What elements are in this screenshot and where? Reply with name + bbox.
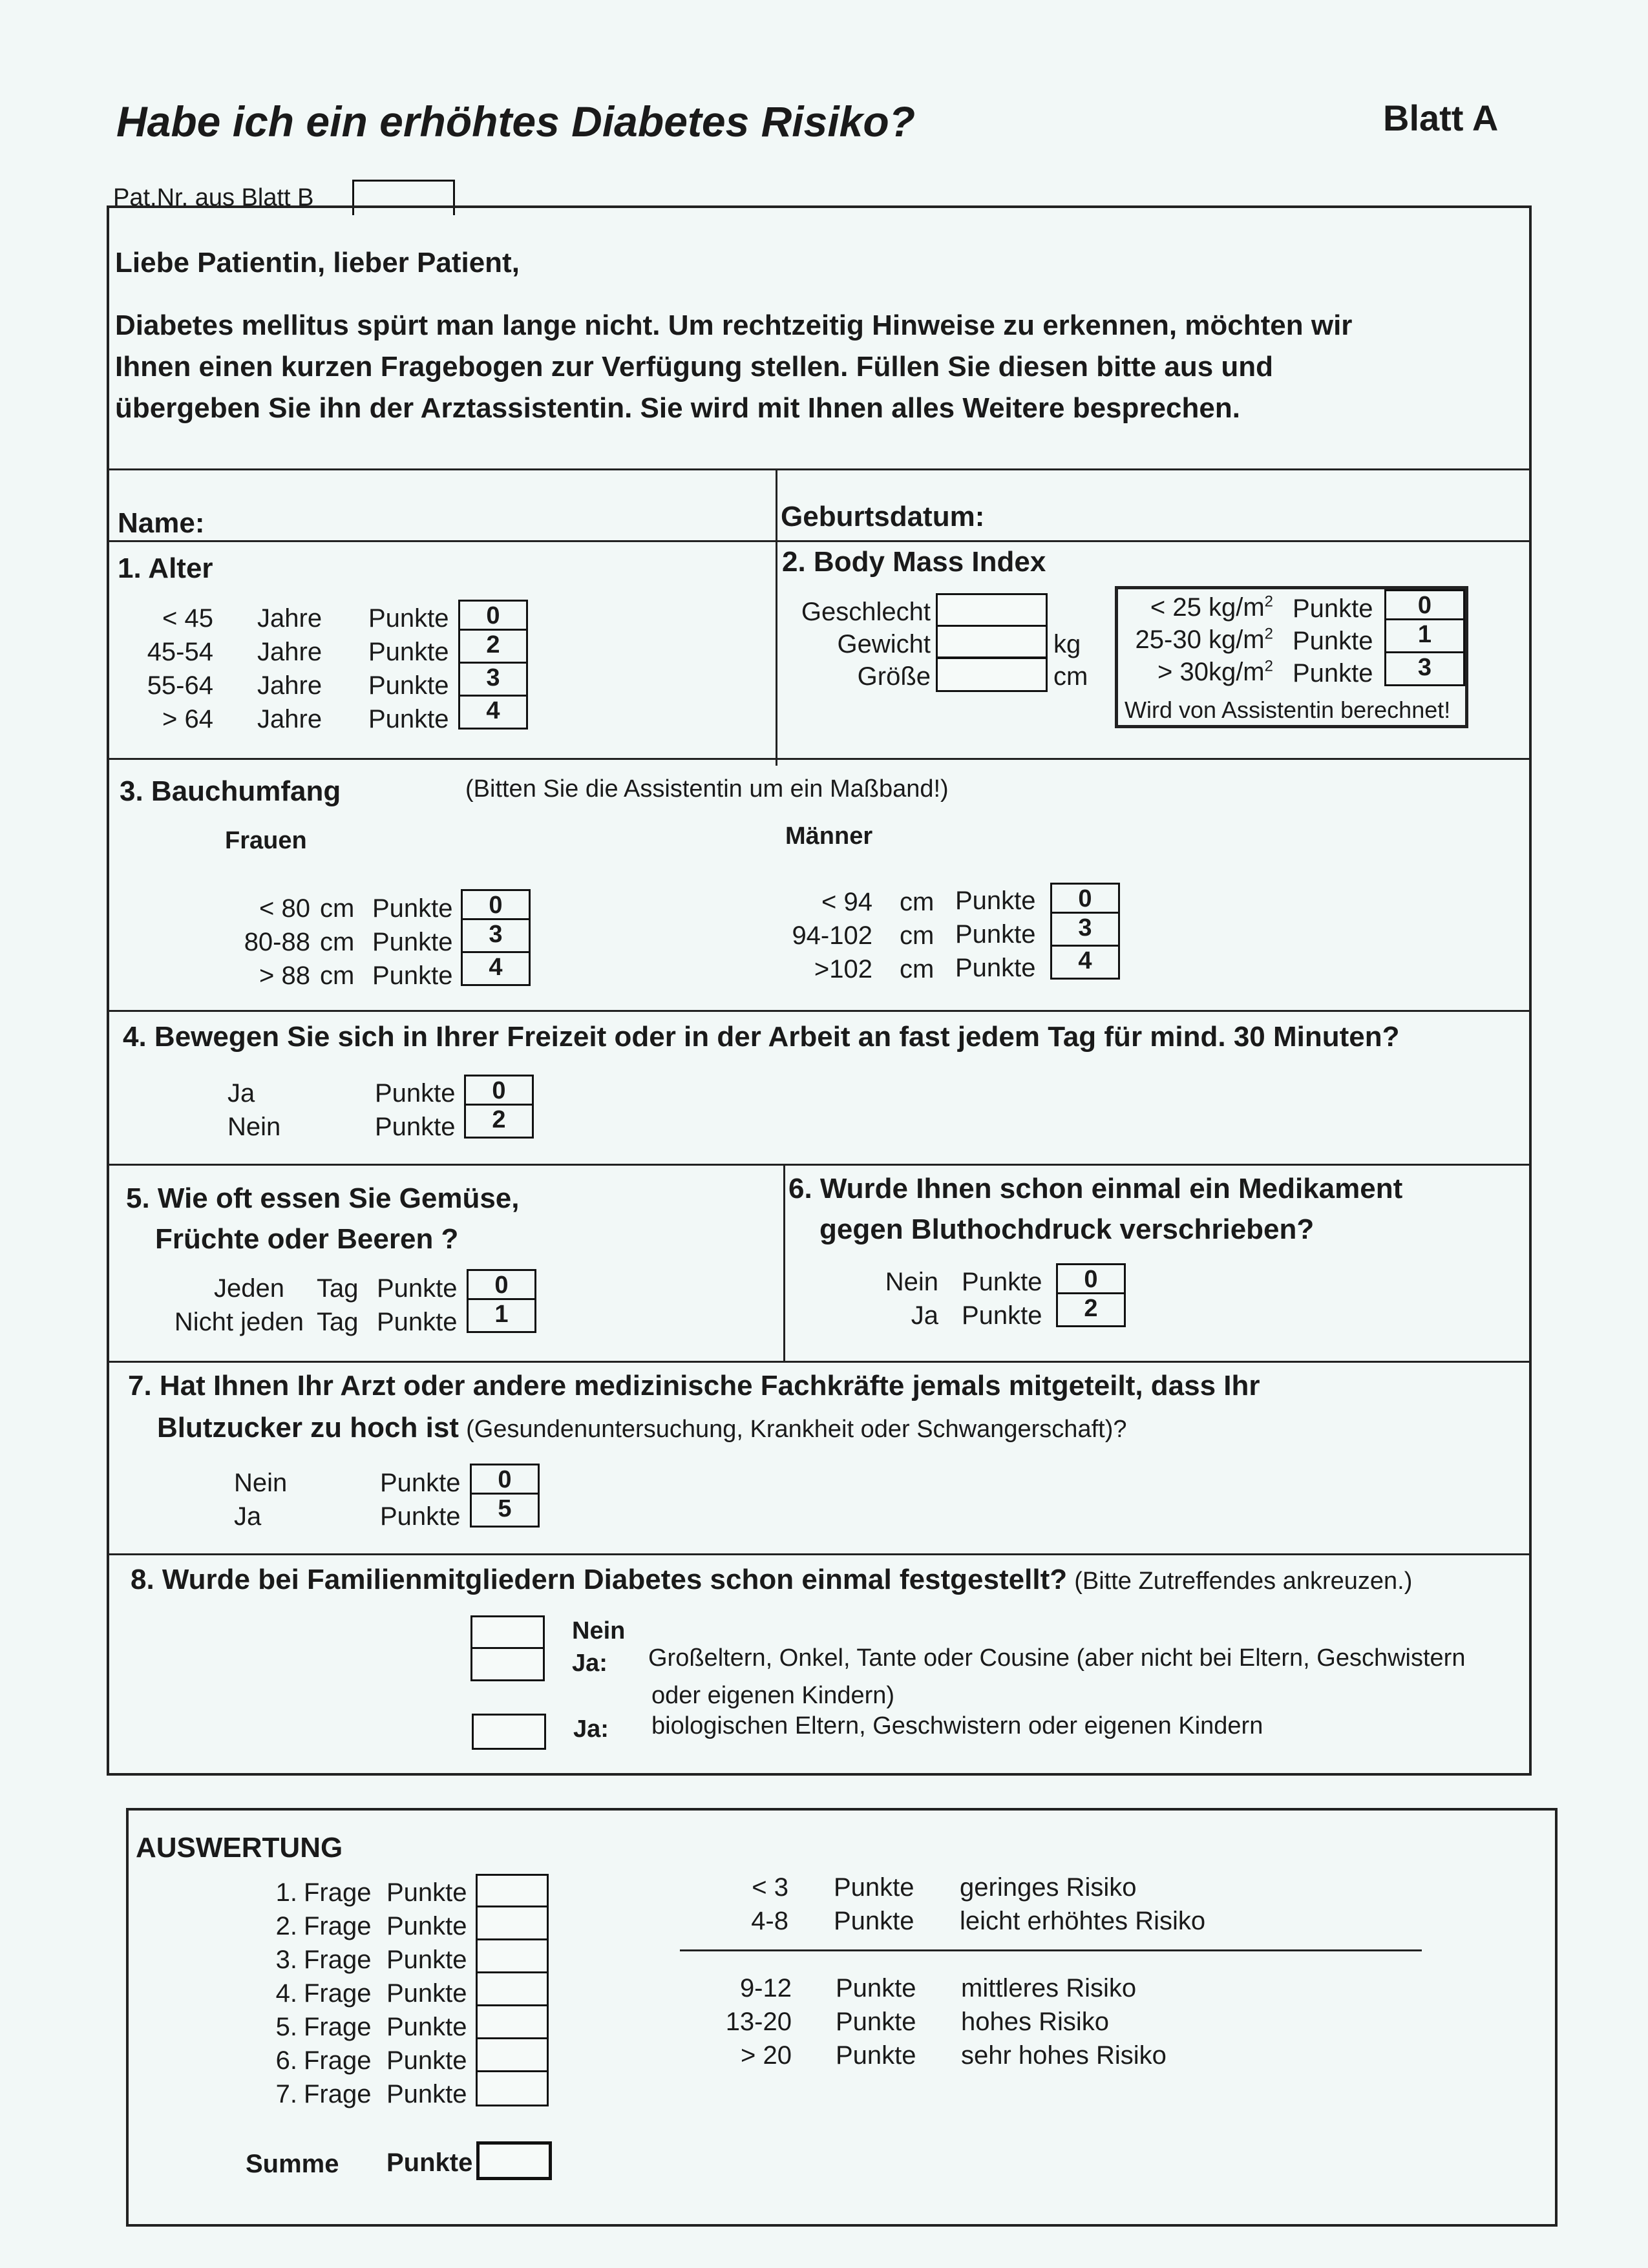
patnr-label: Pat.Nr. aus Blatt B (113, 184, 314, 211)
risk-range: 9-12 (739, 1974, 792, 2002)
eval-question-number: 2. (275, 1912, 297, 1940)
q8-checkbox-ja-relatives[interactable] (470, 1647, 545, 1681)
eval-score-field-6[interactable] (476, 2037, 549, 2072)
birthdate-label: Geburtsdatum: (781, 501, 985, 532)
q5-title-line-1: 5. Wie oft essen Sie Gemüse, (126, 1182, 520, 1214)
divider (109, 758, 1532, 760)
q1-range: < 45 (162, 604, 213, 633)
risk-range: < 3 (752, 1873, 788, 1902)
q5-score-0: 0 (467, 1269, 536, 1300)
divider (109, 468, 1532, 470)
q1-unit: Jahre (257, 705, 322, 733)
q7-points-label: Punkte (380, 1469, 461, 1497)
q5-score-1: 1 (467, 1300, 536, 1333)
q5-points-label: Punkte (377, 1308, 458, 1336)
q5-unit: Tag (317, 1308, 359, 1336)
q3-unit: cm (900, 921, 935, 950)
q4-score-0: 0 (464, 1075, 534, 1106)
q3-unit: cm (900, 888, 935, 916)
eval-question-number: 6. (275, 2046, 297, 2075)
q7-answer-ja: Ja (234, 1502, 262, 1531)
bmi-range: < 25 $kg/m^2$ (1150, 593, 1273, 622)
bmi-score-1: 1 (1384, 620, 1465, 653)
intro-line-2: Ihnen einen kurzen Fragebogen zur Verfügung stellen. Füllen Sie diesen bitte aus und (115, 351, 1274, 383)
q3-women-range: > 88 (259, 961, 310, 990)
bmi-range: 25-30 $kg/m^2$ (1135, 625, 1273, 654)
q1-score-2: 2 (458, 631, 528, 664)
q1-score-4: 4 (458, 697, 528, 730)
eval-question-number: 5. (275, 2013, 297, 2041)
bmi-range: > $30kg/m^2$ (1157, 657, 1273, 686)
q1-unit: Jahre (257, 671, 322, 700)
q6-score-0: 0 (1056, 1263, 1126, 1294)
bmi-note: Wird von Assistentin berechnet! (1125, 697, 1451, 723)
q6-answer-nein: Nein (885, 1268, 938, 1296)
q3-men-score-0: 0 (1050, 883, 1120, 914)
q5-answer: Jeden (214, 1274, 284, 1303)
bmi-score-3: 3 (1384, 653, 1465, 686)
q5-unit: Tag (317, 1274, 359, 1303)
height-field[interactable] (936, 657, 1048, 692)
q3-points-label: Punkte (372, 928, 453, 956)
divider (109, 1361, 1532, 1363)
q8-title: 8. Wurde bei Familienmitgliedern Diabetes schon einmal festgestellt? (Bitte Zutreffendes ankreuzen.) (131, 1564, 1413, 1595)
q2-weight-label: Gewicht (837, 630, 931, 658)
eval-points-label: Punkte (386, 1946, 467, 1974)
q3-unit: cm (900, 955, 935, 983)
eval-frage-label: Frage (304, 1946, 372, 1974)
q8-ja1-line-1: Großeltern, Onkel, Tante oder Cousine (aber nicht bei Eltern, Geschwistern (648, 1644, 1466, 1672)
eval-score-field-5[interactable] (476, 2004, 549, 2039)
risk-label: hohes Risiko (961, 2008, 1110, 2036)
q1-range: 55-64 (147, 671, 213, 700)
q3-men-label: Männer (785, 823, 873, 850)
eval-frage-label: Frage (304, 2013, 372, 2041)
q3-women-range: 80-88 (244, 928, 310, 956)
eval-points-label: Punkte (386, 1878, 467, 1907)
divider (783, 1164, 785, 1361)
q3-men-score-4: 4 (1050, 947, 1120, 980)
eval-score-field-2[interactable] (476, 1906, 549, 1940)
risk-points-label: Punkte (836, 1974, 916, 2002)
risk-label: sehr hohes Risiko (961, 2041, 1167, 2070)
q8-label-ja: Ja: (573, 1716, 609, 1743)
q2-weight-unit: kg (1053, 630, 1081, 658)
q3-men-range: >102 (814, 955, 872, 983)
q1-points-label: Punkte (368, 705, 449, 733)
risk-range: 13-20 (725, 2008, 792, 2036)
risk-label: mittleres Risiko (961, 1974, 1137, 2002)
divider (109, 1164, 1532, 1166)
eval-score-field-7[interactable] (476, 2070, 549, 2106)
risk-label: geringes Risiko (960, 1873, 1137, 1902)
q3-hint: (Bitten Sie die Assistentin um ein Maßband!) (465, 775, 949, 803)
risk-range: 4-8 (751, 1907, 788, 1935)
q1-points-label: Punkte (368, 638, 449, 666)
q6-points-label: Punkte (962, 1268, 1042, 1296)
q3-points-label: Punkte (372, 894, 453, 923)
bmi-points-label: Punkte (1293, 627, 1373, 655)
q8-ja2: biologischen Eltern, Geschwistern oder eigenen Kindern (651, 1712, 1263, 1739)
q1-range: > 64 (162, 705, 213, 733)
intro-line-3: übergeben Sie ihn der Arztassistentin. Sie wird mit Ihnen alles Weitere besprechen. (115, 392, 1240, 424)
q2-height-label: Größe (857, 662, 931, 691)
q1-score-3: 3 (458, 664, 528, 697)
q6-points-label: Punkte (962, 1301, 1042, 1330)
q1-score-0: 0 (458, 600, 528, 631)
q7-score-5: 5 (470, 1495, 540, 1528)
q3-women-score-0: 0 (461, 889, 531, 920)
q6-score-2: 2 (1056, 1294, 1126, 1327)
eval-sum-points-label: Punkte (386, 2148, 473, 2177)
risk-points-label: Punkte (836, 2041, 916, 2070)
q3-women-score-3: 3 (461, 920, 531, 953)
eval-score-field-4[interactable] (476, 1971, 549, 2006)
q7-answer-nein: Nein (234, 1469, 288, 1497)
bmi-score-0: 0 (1384, 589, 1465, 620)
q3-unit: cm (320, 961, 355, 990)
eval-frage-label: Frage (304, 1912, 372, 1940)
q6-title-line-2: gegen Bluthochdruck verschrieben? (819, 1213, 1315, 1245)
risk-range: > 20 (741, 2041, 792, 2070)
risk-points-label: Punkte (834, 1907, 914, 1935)
eval-frage-label: Frage (304, 1979, 372, 2008)
bmi-points-label: Punkte (1293, 594, 1373, 623)
q3-men-range: < 94 (821, 888, 872, 916)
eval-question-number: 4. (275, 1979, 297, 2008)
q2-title: 2. Body Mass Index (782, 546, 1046, 578)
q6-title-line-1: 6. Wurde Ihnen schon einmal ein Medikament (788, 1173, 1403, 1204)
eval-frage-label: Frage (304, 1878, 372, 1907)
q3-men-range: 94-102 (792, 921, 872, 950)
q4-title: 4. Bewegen Sie sich in Ihrer Freizeit oder in der Arbeit an fast jedem Tag für mind. 30 Minuten? (123, 1021, 1400, 1053)
page-title: Habe ich ein erhöhtes Diabetes Risiko? (116, 98, 916, 145)
q2-height-unit: cm (1053, 662, 1088, 691)
eval-points-label: Punkte (386, 2013, 467, 2041)
eval-score-field-3[interactable] (476, 1938, 549, 1973)
q7-points-label: Punkte (380, 1502, 461, 1531)
weight-field[interactable] (936, 625, 1048, 658)
q6-answer-ja: Ja (911, 1301, 938, 1330)
q3-women-label: Frauen (225, 827, 307, 854)
eval-points-label: Punkte (386, 2046, 467, 2075)
q3-women-range: < 80 (259, 894, 310, 923)
q1-points-label: Punkte (368, 671, 449, 700)
q3-points-label: Punkte (955, 954, 1036, 982)
gender-field[interactable] (936, 593, 1048, 627)
eval-question-number: 1. (275, 1878, 297, 1907)
q2-gender-label: Geschlecht (801, 598, 931, 626)
divider (109, 540, 1532, 542)
intro-line-1: Diabetes mellitus spürt man lange nicht. Um rechtzeitig Hinweise zu erkennen, möchten wir (115, 310, 1353, 341)
risk-label: leicht erhöhtes Risiko (960, 1907, 1206, 1935)
divider (109, 1553, 1532, 1555)
q4-answer-nein: Nein (227, 1113, 281, 1141)
q8-label-ja: Ja: (572, 1650, 607, 1677)
q1-title: 1. Alter (118, 552, 213, 584)
evaluation-title: AUSWERTUNG (136, 1832, 343, 1864)
q3-unit: cm (320, 894, 355, 923)
bmi-points-label: Punkte (1293, 659, 1373, 688)
q3-points-label: Punkte (955, 887, 1036, 915)
q5-title-line-2: Früchte oder Beeren ? (155, 1223, 459, 1255)
q4-points-label: Punkte (375, 1113, 456, 1141)
eval-points-label: Punkte (386, 1979, 467, 2008)
q8-checkbox-ja-parents[interactable] (472, 1714, 546, 1750)
q3-title: 3. Bauchumfang (120, 775, 341, 807)
q8-checkbox-nein[interactable] (470, 1615, 545, 1649)
q1-points-label: Punkte (368, 604, 449, 633)
divider (109, 1010, 1532, 1012)
q7-title-line-2: Blutzucker zu hoch ist (Gesundenuntersuchung, Krankheit oder Schwangerschaft)? (157, 1412, 1127, 1444)
risk-points-label: Punkte (836, 2008, 916, 2036)
risk-points-label: Punkte (834, 1873, 914, 1902)
q3-points-label: Punkte (372, 961, 453, 990)
eval-points-label: Punkte (386, 2080, 467, 2108)
name-label: Name: (118, 507, 205, 539)
sheet-label: Blatt A (1383, 98, 1499, 138)
q4-points-label: Punkte (375, 1079, 456, 1108)
q7-score-0: 0 (470, 1464, 540, 1495)
eval-sum-label: Summe (246, 2150, 339, 2178)
q1-unit: Jahre (257, 604, 322, 633)
eval-points-label: Punkte (386, 1912, 467, 1940)
q7-title-line-1: 7. Hat Ihnen Ihr Arzt oder andere medizinische Fachkräfte jemals mitgeteilt, dass Ihr (128, 1370, 1260, 1402)
q1-range: 45-54 (147, 638, 213, 666)
eval-frage-label: Frage (304, 2080, 372, 2108)
q5-answer: Nicht jeden (174, 1308, 304, 1336)
q3-points-label: Punkte (955, 920, 1036, 949)
risk-divider (680, 1949, 1422, 1951)
q3-unit: cm (320, 928, 355, 956)
q5-points-label: Punkte (377, 1274, 458, 1303)
intro-greeting: Liebe Patientin, lieber Patient, (115, 247, 520, 278)
eval-frage-label: Frage (304, 2046, 372, 2075)
q1-unit: Jahre (257, 638, 322, 666)
eval-score-field-1[interactable] (476, 1874, 549, 1907)
eval-question-number: 7. (275, 2080, 297, 2108)
q8-label-nein: Nein (572, 1617, 626, 1644)
q4-score-2: 2 (464, 1106, 534, 1139)
q3-men-score-3: 3 (1050, 914, 1120, 947)
questionnaire-frame (107, 205, 1532, 1776)
q4-answer-ja: Ja (227, 1079, 255, 1108)
q8-ja1-line-2: oder eigenen Kindern) (651, 1682, 895, 1709)
eval-question-number: 3. (275, 1946, 297, 1974)
q3-women-score-4: 4 (461, 953, 531, 986)
eval-sum-field[interactable] (476, 2141, 552, 2180)
